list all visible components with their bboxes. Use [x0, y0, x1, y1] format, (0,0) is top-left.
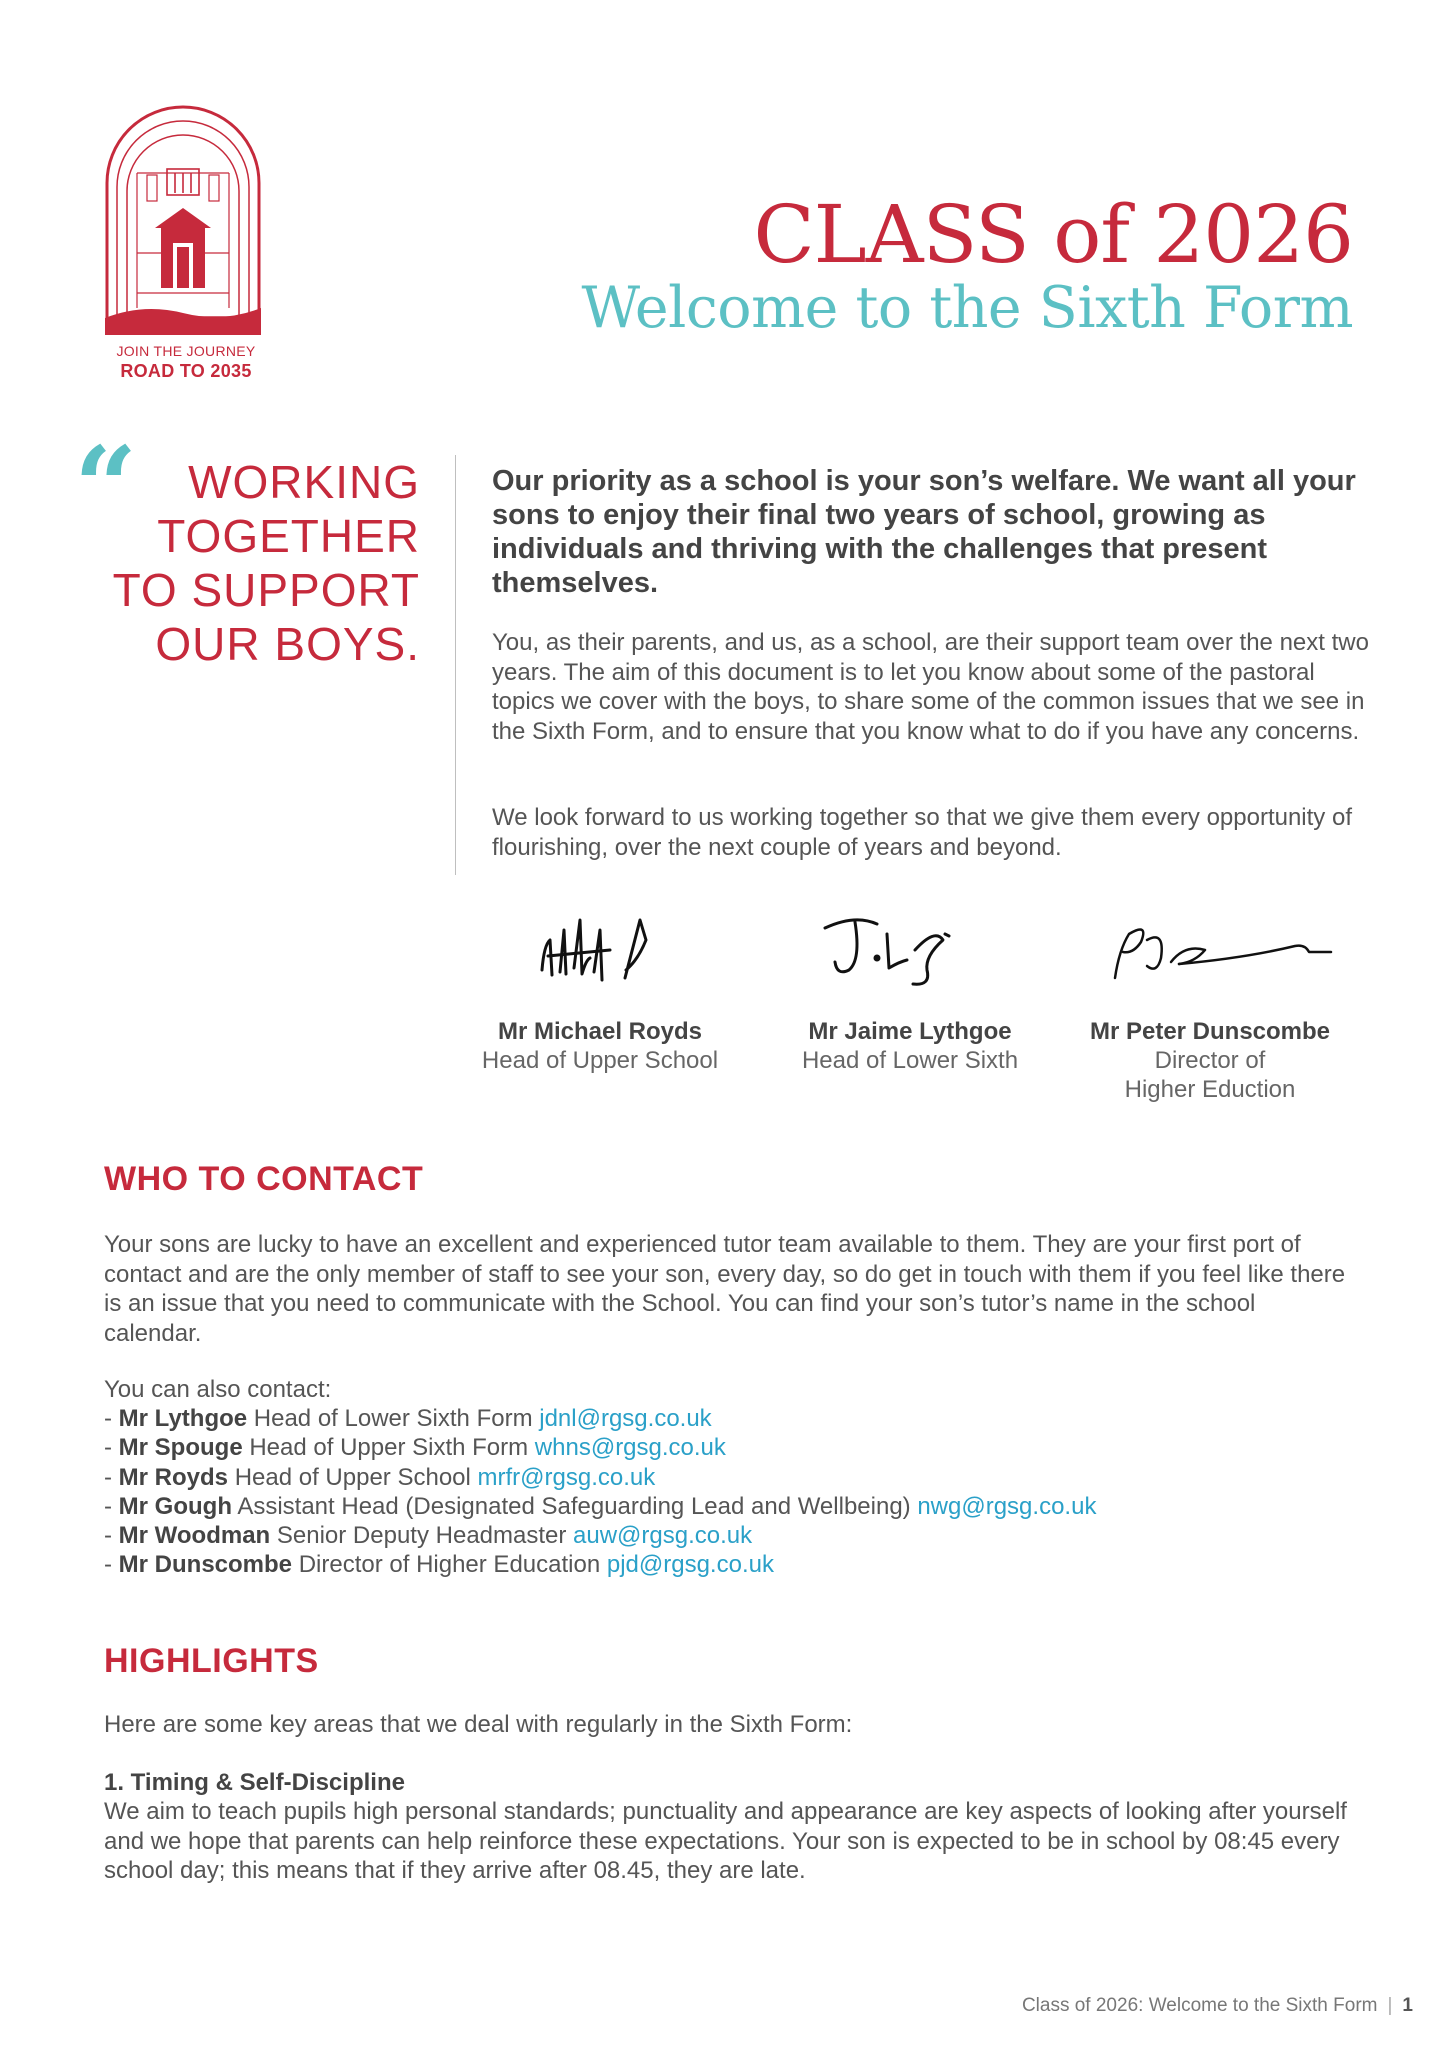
contact-name: Mr Dunscombe: [118, 1551, 293, 1579]
signature-dunscombe: [1095, 900, 1345, 992]
contact-item: [104, 1550, 1354, 1579]
highlights-intro: Here are some key areas that we deal with regularly in the Sixth Form:: [104, 1711, 853, 1738]
section-heading-contact: WHO TO CONTACT: [104, 1160, 424, 1198]
contact-name: Mr Spouge: [118, 1434, 243, 1462]
logo-tagline: JOIN THE JOURNEY: [116, 343, 256, 359]
pull-quote-line: TOGETHER: [157, 510, 420, 562]
list-dash: -: [104, 1551, 119, 1579]
contact-item: [104, 1404, 1354, 1433]
signatory-role: Head of Lower Sixth: [801, 1047, 1019, 1074]
contact-item: [104, 1463, 1354, 1492]
intro-paragraph: We look forward to us working together so that we give them every opportunity of flourishing, over the next couple of years and beyond.: [492, 804, 1352, 861]
signature-royds: [530, 900, 680, 992]
contact-name: Mr Lythgoe: [118, 1405, 248, 1432]
signature-lythgoe: [815, 900, 975, 992]
contact-item: [104, 1492, 1354, 1521]
list-dash: -: [104, 1522, 119, 1550]
contact-role: Head of Lower Sixth Form: [247, 1405, 540, 1432]
list-dash: -: [104, 1434, 119, 1462]
contact-email-link[interactable]: mrfr@rgsg.co.uk: [477, 1463, 656, 1491]
contact-role: Senior Deputy Headmaster: [270, 1522, 574, 1550]
pull-quote-line: WORKING: [188, 456, 420, 508]
pull-quote-line: OUR BOYS.: [155, 618, 420, 670]
signatory-name: Mr Michael Royds: [497, 1018, 703, 1045]
school-logo: [103, 103, 263, 335]
list-dash: -: [104, 1463, 119, 1491]
footer-title: Class of 2026: Welcome to the Sixth Form: [1021, 1995, 1378, 2016]
signatory-name: Mr Jaime Lythgoe: [808, 1018, 1012, 1045]
signatory-role-line: Higher Eduction: [1124, 1076, 1296, 1103]
pull-quote: [100, 455, 420, 671]
contact-name: Mr Gough: [118, 1492, 232, 1520]
intro-lead: Our priority as a school is your son’s welfare. We want all your sons to enjoy their final two years of school, growing as individuals and thriving with the challenges that present themselves.: [492, 465, 1356, 599]
list-dash: -: [104, 1492, 119, 1520]
signatory-role: Head of Upper School: [481, 1047, 719, 1074]
section-heading-highlights: HIGHLIGHTS: [104, 1642, 319, 1680]
contact-role: Head of Upper Sixth Form: [242, 1434, 535, 1462]
contact-list-intro: You can also contact:: [104, 1376, 332, 1403]
contact-email-link[interactable]: nwg@rgsg.co.uk: [917, 1492, 1097, 1520]
contact-email-link[interactable]: jdnl@rgsg.co.uk: [539, 1405, 712, 1432]
contact-item: [104, 1521, 1354, 1550]
logo-tagline-bold: ROAD TO 2035: [120, 361, 252, 381]
signatory-role-line: Director of: [1154, 1047, 1266, 1074]
contact-name: Mr Royds: [118, 1463, 229, 1491]
highlight-item-text: We aim to teach pupils high personal standards; punctuality and appearance are key aspects of looking after yourself and we hope that parents can help reinforce these expectations. Your son is expected to be in school by 08:45 every school day; this means that if they arrive after 08.45, they are late.: [104, 1798, 1347, 1884]
page-title: CLASS of 2026: [753, 188, 1353, 281]
contact-name: Mr Woodman: [118, 1522, 271, 1550]
page-number: 1: [1402, 1995, 1413, 2016]
pull-quote-line: TO SUPPORT: [112, 564, 420, 616]
highlight-item-title: 1. Timing & Self-Discipline: [104, 1769, 405, 1796]
signatory-name: Mr Peter Dunscombe: [1089, 1018, 1331, 1045]
contact-list: [104, 1404, 1354, 1580]
contact-email-link[interactable]: pjd@rgsg.co.uk: [606, 1551, 774, 1579]
vertical-divider: [455, 455, 456, 875]
signatory-role: [1060, 1046, 1360, 1104]
contact-item: [104, 1433, 1354, 1462]
contact-paragraph: Your sons are lucky to have an excellent and experienced tutor team available to them. They are your first port of contact and are the only member of staff to see your son, every day, so do get in touch with them if you feel like there is an issue that you need to communicate with the School. You can find your son’s tutor’s name in the school calendar.: [104, 1231, 1346, 1347]
contact-role: Head of Upper School: [228, 1463, 478, 1491]
footer-separator: |: [1387, 1995, 1393, 2016]
list-dash: -: [104, 1405, 119, 1432]
quote-mark-icon: “: [74, 422, 138, 551]
page-footer: [1022, 1995, 1413, 2017]
page-subtitle: Welcome to the Sixth Form: [581, 275, 1353, 341]
contact-role: Director of Higher Education: [292, 1551, 607, 1579]
contact-email-link[interactable]: auw@rgsg.co.uk: [573, 1522, 753, 1550]
intro-paragraph: You, as their parents, and us, as a school, are their support team over the next two years. The aim of this document is to let you know about some of the pastoral topics we cover with the boys, to share some of the common issues that we see in the Sixth Form, and to ensure that you know what to do if you have any concerns.: [492, 629, 1369, 745]
contact-role: Assistant Head (Designated Safeguarding Lead and Wellbeing): [231, 1492, 918, 1520]
contact-email-link[interactable]: whns@rgsg.co.uk: [534, 1434, 726, 1462]
